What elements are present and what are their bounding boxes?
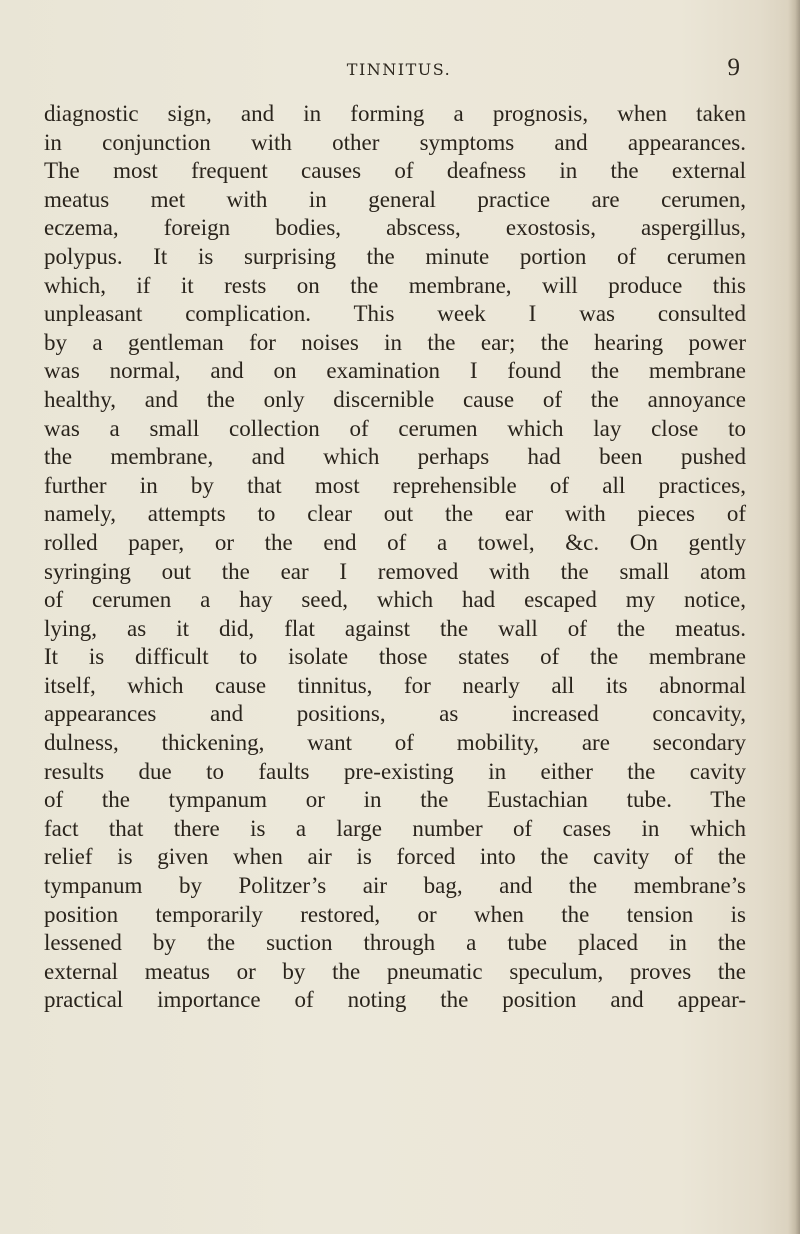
body-text <box>44 100 746 1015</box>
text-line: syringing out the ear I removed with the small atom <box>44 558 746 584</box>
page-header <box>44 54 754 88</box>
text-line: further in by that most reprehensible of all practices, <box>44 472 746 498</box>
text-line: diagnostic sign, and in forming a prognosis, when taken <box>44 101 746 126</box>
text-line: It is difficult to isolate those states of the membrane <box>44 644 746 670</box>
text-line: results due to faults pre-existing in either the cavity <box>44 758 746 784</box>
text-line: appearances and positions, as increased concavity, <box>44 701 746 727</box>
text-line: namely, attempts to clear out the ear with pieces of <box>44 501 746 527</box>
text-line: tympanum by Politzer’s air bag, and the membrane’s <box>44 873 746 899</box>
text-line: lessened by the suction through a tube placed in the <box>44 930 746 956</box>
text-line: itself, which cause tinnitus, for nearly all its abnormal <box>44 672 746 698</box>
text-line: practical importance of noting the position and appear- <box>44 987 746 1013</box>
text-line: the membrane, and which perhaps had been pushed <box>44 444 746 470</box>
running-head: TINNITUS. <box>346 60 452 79</box>
text-line: which, if it rests on the membrane, will produce this <box>44 272 746 298</box>
text-line: relief is given when air is forced into the cavity of the <box>44 844 746 870</box>
text-line: was normal, and on examination I found the membrane <box>44 358 746 384</box>
text-line: healthy, and the only discernible cause of the annoyance <box>44 386 746 412</box>
text-line: position temporarily restored, or when the tension is <box>44 901 746 927</box>
text-line: eczema, foreign bodies, abscess, exostosis, aspergillus, <box>44 215 746 241</box>
text-line: polypus. It is surprising the minute portion of cerumen <box>44 243 746 269</box>
text-line: rolled paper, or the end of a towel, &c. On gently <box>44 529 746 555</box>
text-line: meatus met with in general practice are cerumen, <box>44 186 746 212</box>
text-line: of cerumen a hay seed, which had escaped my notice, <box>44 587 746 613</box>
text-line: fact that there is a large number of cases in which <box>44 815 746 841</box>
text-line: lying, as it did, flat against the wall of the meatus. <box>44 615 746 641</box>
page-number: 9 <box>727 54 740 81</box>
text-line: dulness, thickening, want of mobility, are secondary <box>44 730 746 756</box>
text-line: of the tympanum or in the Eustachian tube. The <box>44 787 746 813</box>
page-edge-shadow <box>788 0 800 1234</box>
text-line: unpleasant complication. This week I was consulted <box>44 301 746 327</box>
text-line: external meatus or by the pneumatic speculum, proves the <box>44 958 746 984</box>
text-line: was a small collection of cerumen which lay close to <box>44 415 746 441</box>
text-line: The most frequent causes of deafness in the external <box>44 158 746 184</box>
text-line: in conjunction with other symptoms and appearances. <box>44 129 746 155</box>
text-line: by a gentleman for noises in the ear; the hearing power <box>44 329 746 355</box>
